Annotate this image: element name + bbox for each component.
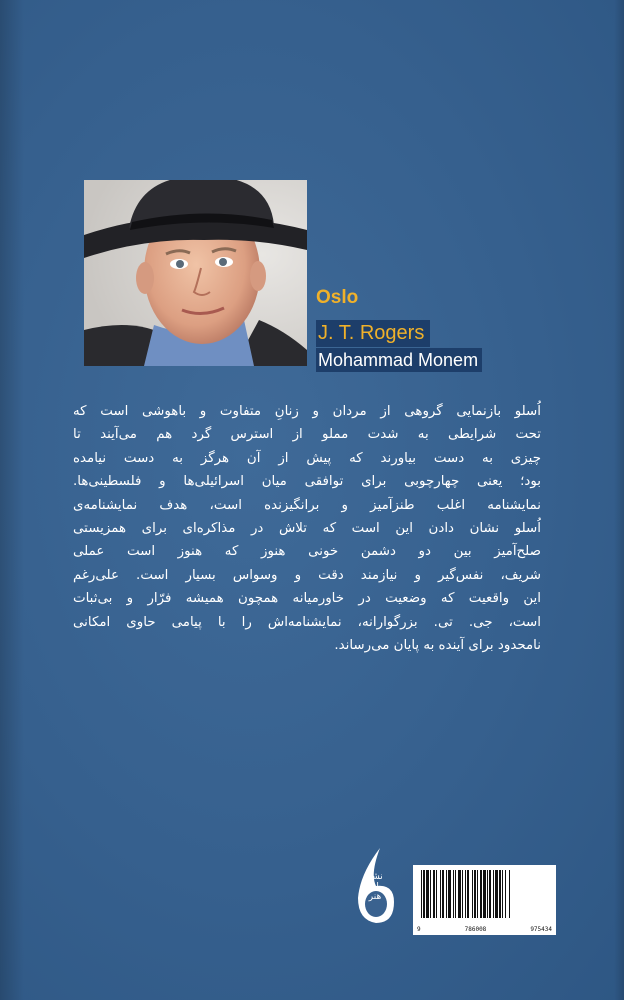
barcode-bar [480,870,482,918]
barcode-bar [453,870,454,918]
barcode-digit-group: 786008 [464,926,487,933]
barcode-bar [502,870,503,918]
blurb-line: تحت شرایطی به شدت مملو از استرس گرد هم می‌آیند تا [73,427,541,443]
barcode-bar [472,870,473,918]
barcode-bar [483,870,486,918]
barcode-bar [455,870,456,918]
spine-shadow [0,0,24,1000]
barcode-bar [495,870,498,918]
barcode-bar [458,870,461,918]
barcode-digits [413,926,556,933]
blurb-line: اُسلو بازنمایی گروهی از مردان و زنانِ متفاوت و باهوشی است که [73,404,541,419]
barcode-bar [487,870,488,918]
barcode-bar [474,870,476,918]
barcode-bar [489,870,491,918]
blurb-line: این واقعیت که وضعیت در خاورمیانه همچون همیشه فرّار و بی‌ثبات [73,591,541,607]
barcode-bar [421,870,422,918]
blurb-line: شریف، نفس‌گیر و نیازمند دقت و وسواس بسیار است. علی‌رغم [73,567,541,583]
barcode-bar [423,870,425,918]
barcode-bar [430,870,431,918]
barcode-bar [477,870,478,918]
translator-name: Mohammad Monem [316,348,482,372]
barcode-bar [442,870,444,918]
author-photo [84,180,307,366]
barcode-bar [505,870,506,918]
blurb-text [73,400,541,657]
blurb-line: صلح‌آمیز بین دو دشمن خونی هنوز که هنوز است عملی [73,544,541,560]
blurb-line: چیزی به دست بیاورند که پیش از آن هرگز به دست نیامده [73,450,541,466]
cover-edge [614,0,624,1000]
barcode-bar [499,870,501,918]
publisher-logo-line: نشر [367,872,383,882]
barcode-bar [493,870,494,918]
barcode-bar [446,870,447,918]
barcode-bar [462,870,463,918]
barcode-digit-group: 9 [417,926,421,933]
barcode-bar [448,870,451,918]
barcode-digit-group: 975434 [530,926,552,933]
publisher-logo-line: هنر [368,892,382,902]
blurb-line: نامحدود برای آینده به پایان می‌رساند. [334,638,541,654]
barcode-bar [465,870,466,918]
barcode-bar [433,870,435,918]
barcode-bar [467,870,469,918]
blurb-line: بود؛ یعنی چهارچوبی برای توافقی میان اسرائیلی‌ها و فلسطینی‌ها. [73,474,541,490]
barcode-bar [440,870,441,918]
publisher-logo-line: ماهنا [366,882,384,892]
barcode-bar [436,870,437,918]
book-title: Oslo [316,287,359,308]
author-name: J. T. Rogers [316,320,430,347]
barcode-bar [426,870,429,918]
publisher-logo-text [360,872,390,902]
barcode-bar [509,870,510,918]
blurb-line: اُسلو نشان دادن این است که تلاش در مذاکره‌ای برای همزیستی [73,521,541,537]
isbn-barcode [413,865,556,935]
blurb-line: نمایشنامه اغلب طنزآمیز و برانگیزنده است، هدف نمایشنامه‌ی [73,497,541,513]
blurb-line: است، جی. تی. بزرگوارانه، نمایشنامه‌اش را با پیامی حاوی امکانی [73,614,541,630]
